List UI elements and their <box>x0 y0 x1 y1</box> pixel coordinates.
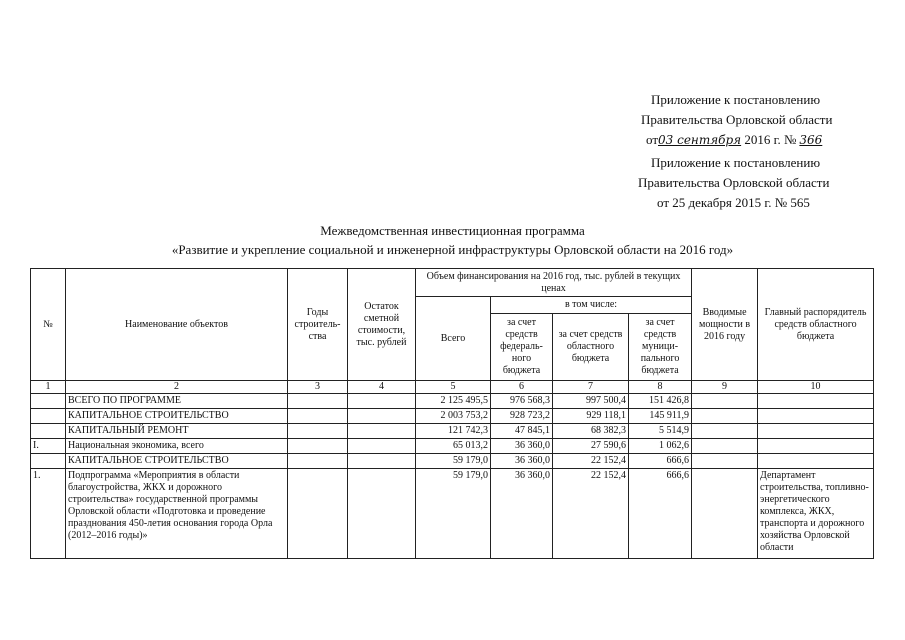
table-row <box>31 469 874 559</box>
header-regional: за счет средств областного бюджета <box>553 314 629 381</box>
row-municipal: 666,6 <box>629 469 692 559</box>
row-capacity <box>692 439 758 454</box>
row-name: КАПИТАЛЬНОЕ СТРОИТЕЛЬСТВО <box>66 454 288 469</box>
row-no <box>31 394 66 409</box>
header-manager: Главный распорядитель средств областного бюджета <box>758 269 874 381</box>
column-number: 7 <box>553 381 629 394</box>
row-remainder <box>348 424 416 439</box>
row-total: 121 742,3 <box>416 424 491 439</box>
header-including: в том числе: <box>491 297 692 314</box>
column-number: 1 <box>31 381 66 394</box>
row-years <box>288 394 348 409</box>
row-regional: 27 590,6 <box>553 439 629 454</box>
row-federal: 47 845,1 <box>491 424 553 439</box>
header-total: Всего <box>416 297 491 381</box>
row-no: I. <box>31 439 66 454</box>
appendix-previous <box>638 155 829 211</box>
table-row <box>31 394 874 409</box>
row-years <box>288 454 348 469</box>
row-name: Подпрограмма «Мероприятия в области благоустройства, ЖКХ и дорожного строительства» государственной программы Орловской области «Подготовка и проведение празднования 450-летия основания города Орла (2012–2016 годы)» <box>66 469 288 559</box>
row-manager <box>758 424 874 439</box>
column-number: 8 <box>629 381 692 394</box>
row-name: Национальная экономика, всего <box>66 439 288 454</box>
row-remainder <box>348 394 416 409</box>
row-total: 2 125 495,5 <box>416 394 491 409</box>
row-name: ВСЕГО ПО ПРОГРАММЕ <box>66 394 288 409</box>
date-prefix: от <box>646 132 659 147</box>
header-municipal: за счет средств муници-пального бюджета <box>629 314 692 381</box>
row-manager <box>758 394 874 409</box>
row-no <box>31 409 66 424</box>
row-name: КАПИТАЛЬНОЕ СТРОИТЕЛЬСТВО <box>66 409 288 424</box>
column-number: 10 <box>758 381 874 394</box>
row-federal: 976 568,3 <box>491 394 553 409</box>
appendix-previous-line2: Правительства Орловской области <box>638 175 830 190</box>
row-capacity <box>692 409 758 424</box>
row-federal: 36 360,0 <box>491 439 553 454</box>
row-capacity <box>692 454 758 469</box>
row-municipal: 151 426,8 <box>629 394 692 409</box>
column-number: 4 <box>348 381 416 394</box>
column-number: 5 <box>416 381 491 394</box>
column-number: 6 <box>491 381 553 394</box>
program-title-line1: Межведомственная инвестиционная программа <box>320 223 585 238</box>
column-number: 9 <box>692 381 758 394</box>
row-no <box>31 424 66 439</box>
row-total: 65 013,2 <box>416 439 491 454</box>
investment-program-table <box>30 268 874 559</box>
appendix-current-line3 <box>640 132 832 148</box>
row-regional: 997 500,4 <box>553 394 629 409</box>
row-manager <box>758 409 874 424</box>
row-municipal: 5 514,9 <box>629 424 692 439</box>
handwritten-number: 366 <box>799 133 823 147</box>
program-title <box>0 221 905 259</box>
row-regional: 929 118,1 <box>553 409 629 424</box>
row-manager <box>758 439 874 454</box>
row-remainder <box>348 439 416 454</box>
header-federal: за счет средств федераль-ного бюджета <box>491 314 553 381</box>
row-municipal: 666,6 <box>629 454 692 469</box>
row-remainder <box>348 454 416 469</box>
row-years <box>288 424 348 439</box>
date-year: 2016 г. № <box>741 132 797 147</box>
row-federal: 36 360,0 <box>491 454 553 469</box>
row-regional: 22 152,4 <box>553 454 629 469</box>
header-remainder: Остаток сметной стоимости, тыс. рублей <box>348 269 416 381</box>
row-federal: 36 360,0 <box>491 469 553 559</box>
appendix-current-line1: Приложение к постановлению <box>651 92 821 107</box>
appendix-previous-line3: от 25 декабря 2015 г. № 565 <box>657 195 810 210</box>
column-numbers-row <box>31 381 874 394</box>
row-regional: 68 382,3 <box>553 424 629 439</box>
table-row <box>31 439 874 454</box>
row-remainder <box>348 469 416 559</box>
appendix-current <box>640 92 832 148</box>
row-years <box>288 469 348 559</box>
row-manager <box>758 454 874 469</box>
header-years: Годы строитель-ства <box>288 269 348 381</box>
appendix-previous-line1: Приложение к постановлению <box>651 155 821 170</box>
row-municipal: 1 062,6 <box>629 439 692 454</box>
appendix-current-line2: Правительства Орловской области <box>641 112 833 127</box>
row-years <box>288 409 348 424</box>
row-no <box>31 454 66 469</box>
row-regional: 22 152,4 <box>553 469 629 559</box>
program-title-line2: «Развитие и укрепление социальной и инженерной инфраструктуры Орловской области на 2016 год» <box>171 242 734 257</box>
row-name: КАПИТАЛЬНЫЙ РЕМОНТ <box>66 424 288 439</box>
header-name: Наименование объектов <box>66 269 288 381</box>
row-capacity <box>692 424 758 439</box>
row-no: 1. <box>31 469 66 559</box>
header-no: № <box>31 269 66 381</box>
row-capacity <box>692 469 758 559</box>
row-capacity <box>692 394 758 409</box>
column-number: 3 <box>288 381 348 394</box>
column-number: 2 <box>66 381 288 394</box>
table-row <box>31 454 874 469</box>
row-years <box>288 439 348 454</box>
row-remainder <box>348 409 416 424</box>
row-municipal: 145 911,9 <box>629 409 692 424</box>
row-total: 59 179,0 <box>416 469 491 559</box>
row-manager: Департамент строительства, топливно-энергетического комплекса, ЖКХ, транспорта и дорожного хозяйства Орловской области <box>758 469 874 559</box>
handwritten-date: 03 сентября <box>658 133 742 147</box>
table-row <box>31 409 874 424</box>
table-row <box>31 424 874 439</box>
row-total: 59 179,0 <box>416 454 491 469</box>
header-row-1 <box>31 269 874 297</box>
header-funding: Объем финансирования на 2016 год, тыс. рублей в текущих ценах <box>416 269 692 297</box>
row-federal: 928 723,2 <box>491 409 553 424</box>
header-capacity: Вводимые мощности в 2016 году <box>692 269 758 381</box>
row-total: 2 003 753,2 <box>416 409 491 424</box>
